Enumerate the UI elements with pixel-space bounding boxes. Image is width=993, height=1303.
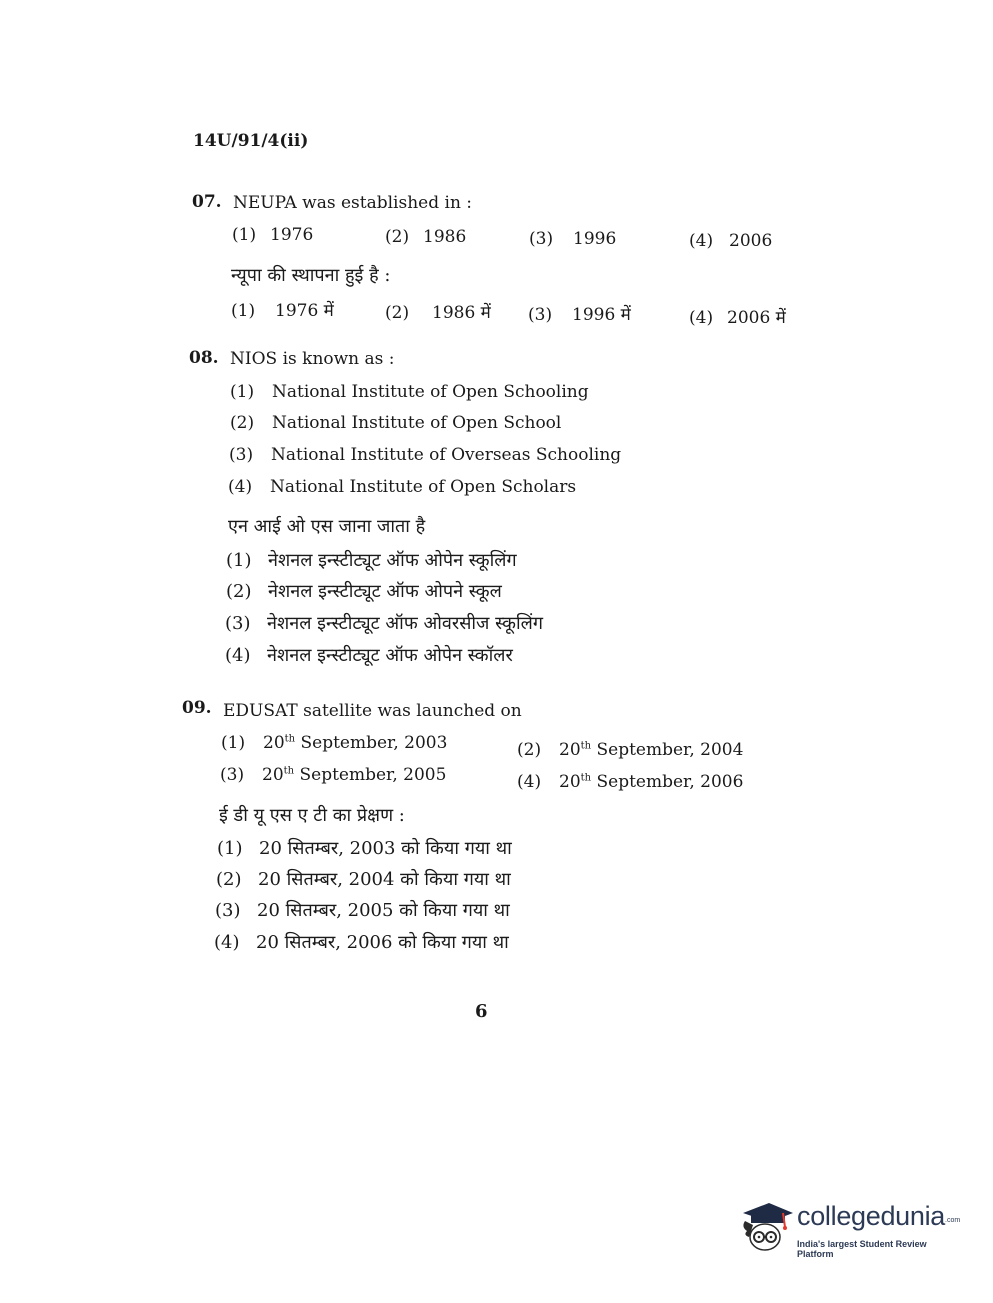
question-07-text-en: NEUPA was established in :	[233, 193, 473, 213]
q07-option-en-1: (1) 1976	[232, 225, 314, 245]
q07-option-hi-3: (3) 1996 में	[528, 305, 631, 325]
q09-option-en-4: (4) 20th September, 2006	[517, 772, 744, 792]
q09-option-hi-4: (4) 20 सितम्बर, 2006 को किया गया था	[214, 932, 509, 953]
q08-option-hi-3: (3) नेशनल इन्स्टीट्यूट ऑफ ओवरसीज स्कूलिंग	[225, 613, 543, 634]
question-07-number: 07.	[192, 192, 222, 212]
q07-option-hi-4: (4) 2006 में	[689, 308, 786, 328]
collegedunia-logo	[735, 1195, 965, 1259]
q09-option-hi-1: (1) 20 सितम्बर, 2003 को किया गया था	[217, 838, 512, 859]
q08-option-en-4: (4) National Institute of Open Scholars	[228, 477, 577, 497]
q07-option-hi-1: (1) 1976 में	[231, 301, 334, 321]
question-07-text-hi: न्यूपा की स्थापना हुई है :	[231, 265, 391, 286]
q08-option-hi-4: (4) नेशनल इन्स्टीट्यूट ऑफ ओपेन स्कॉलर	[225, 645, 513, 666]
paper-code: 14U/91/4(ii)	[193, 131, 309, 151]
q08-option-en-1: (1) National Institute of Open Schooling	[230, 382, 589, 402]
question-08-text-hi: एन आई ओ एस जाना जाता है	[228, 516, 426, 537]
q08-option-hi-2: (2) नेशनल इन्स्टीट्यूट ऑफ ओपने स्कूल	[226, 581, 502, 602]
q09-option-en-1: (1) 20th September, 2003	[221, 733, 448, 753]
q07-option-en-2: (2) 1986	[385, 227, 467, 247]
q09-option-hi-2: (2) 20 सितम्बर, 2004 को किया गया था	[216, 869, 511, 890]
q07-option-en-4: (4) 2006	[689, 231, 773, 251]
logo-wordmark: collegedunia	[797, 1201, 946, 1231]
q07-option-en-3: (3) 1996	[529, 229, 617, 249]
q07-option-hi-2: (2) 1986 में	[385, 303, 491, 323]
q09-option-en-3: (3) 20th September, 2005	[220, 765, 447, 785]
logo-suffix: .com	[945, 1217, 961, 1224]
question-09-text-hi: ई डी यू एस ए टी का प्रेक्षण :	[219, 805, 405, 826]
question-08-text-en: NIOS is known as :	[230, 349, 395, 369]
question-09-number: 09.	[182, 698, 212, 718]
q08-option-en-3: (3) National Institute of Overseas Schooling	[229, 445, 622, 465]
logo-tagline: India's largest Student Review Platform	[797, 1239, 927, 1259]
q08-option-hi-1: (1) नेशनल इन्स्टीट्यूट ऑफ ओपेन स्कूलिंग	[226, 550, 517, 571]
page-number: 6	[475, 1001, 488, 1022]
q09-option-en-2: (2) 20th September, 2004	[517, 740, 744, 760]
graduate-mascot-icon	[735, 1195, 795, 1255]
q08-option-en-2: (2) National Institute of Open School	[230, 413, 562, 433]
question-09-text-en: EDUSAT satellite was launched on	[223, 701, 522, 721]
question-08-number: 08.	[189, 348, 219, 368]
q09-option-hi-3: (3) 20 सितम्बर, 2005 को किया गया था	[215, 900, 510, 921]
